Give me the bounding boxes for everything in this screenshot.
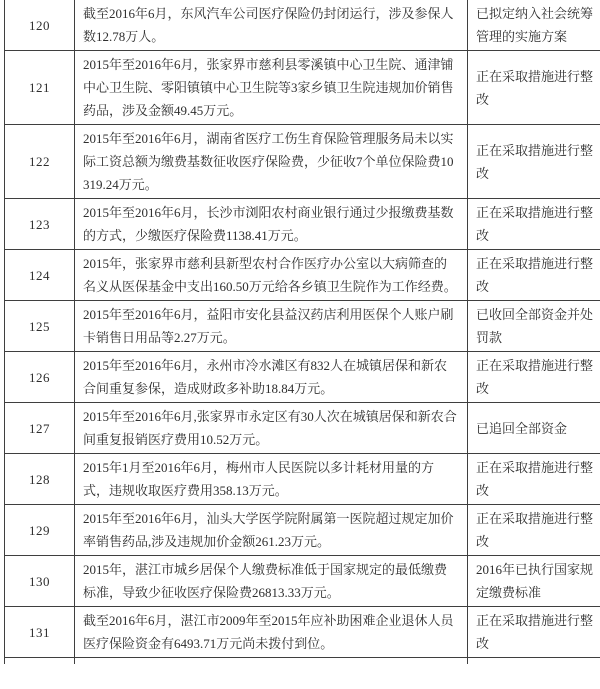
finding-description: 2015年，湛江市城乡居保个人缴费标准低于国家规定的最低缴费标准，导致少征收医疗保险费26813.33万元。 xyxy=(75,556,468,607)
row-number: 124 xyxy=(5,250,75,301)
table-row xyxy=(5,607,600,658)
rectification-status: 已追回全部资金 xyxy=(468,403,600,454)
rectification-status: 正在采取措施进行整改 xyxy=(468,454,600,505)
rectification-status: 2016年已执行国家规定缴费标准 xyxy=(468,556,600,607)
table-row xyxy=(5,125,600,199)
row-number: 131 xyxy=(5,607,75,658)
row-number: 122 xyxy=(5,125,75,199)
row-number: 121 xyxy=(5,51,75,125)
row-number: 120 xyxy=(5,0,75,51)
rectification-status: 正在采取措施进行整改 xyxy=(468,125,600,199)
finding-description: 2015年至2016年6月,张家界市永定区有30人次在城镇居保和新农合间重复报销医疗费用10.52万元。 xyxy=(75,403,468,454)
table-row xyxy=(5,454,600,505)
table-row xyxy=(5,556,600,607)
rectification-status xyxy=(468,658,600,665)
table-row xyxy=(5,403,600,454)
finding-description: 2015年，张家界市慈利县新型农村合作医疗办公室以大病筛查的名义从医保基金中支出160.50万元给各乡镇卫生院作为工作经费。 xyxy=(75,250,468,301)
row-number: 125 xyxy=(5,301,75,352)
rectification-status: 正在采取措施进行整改 xyxy=(468,51,600,125)
finding-description: 2015年至2016年6月，益阳市安化县益汉药店利用医保个人账户刷卡销售日用品等2.27万元。 xyxy=(75,301,468,352)
table-row xyxy=(5,505,600,556)
finding-description: 2015年1月至2016年6月，梅州市人民医院以多计耗材用量的方式，违规收取医疗费用358.13万元。 xyxy=(75,454,468,505)
row-number: 127 xyxy=(5,403,75,454)
row-number: 130 xyxy=(5,556,75,607)
finding-description: 2015年至2016年6月，湖南省医疗工伤生育保险管理服务局未以实际工资总额为缴费基数征收医疗保险费，少征收7个单位保险费10319.24万元。 xyxy=(75,125,468,199)
finding-description: 截至2016年6月，东风汽车公司医疗保险仍封闭运行，涉及参保人数12.78万人。 xyxy=(75,0,468,51)
finding-description: 截至2016年6月，湛江市2009年至2015年应补助困难企业退休人员医疗保险资金有6493.71万元尚未拨付到位。 xyxy=(75,607,468,658)
rectification-status: 已收回全部资金并处罚款 xyxy=(468,301,600,352)
finding-description: 2015年至2016年6月，长沙市浏阳农村商业银行通过少报缴费基数的方式，少缴医疗保险费1138.41万元。 xyxy=(75,199,468,250)
row-number xyxy=(5,658,75,665)
table-row xyxy=(5,250,600,301)
row-number: 123 xyxy=(5,199,75,250)
rectification-status: 正在采取措施进行整改 xyxy=(468,607,600,658)
finding-description: 2015年至2016年6月，永州市冷水滩区有832人在城镇居保和新农合间重复参保，造成财政多补助18.84万元。 xyxy=(75,352,468,403)
rectification-status: 正在采取措施进行整改 xyxy=(468,250,600,301)
table-row xyxy=(5,352,600,403)
audit-findings-table xyxy=(4,0,600,664)
rectification-status: 正在采取措施进行整改 xyxy=(468,505,600,556)
rectification-status: 正在采取措施进行整改 xyxy=(468,199,600,250)
rectification-status: 正在采取措施进行整改 xyxy=(468,352,600,403)
row-number: 128 xyxy=(5,454,75,505)
finding-description: 2015年至2016年6月，张家界市慈利县零溪镇中心卫生院、通津铺中心卫生院、零阳镇镇中心卫生院等3家乡镇卫生院违规加价销售药品，涉及金额49.45万元。 xyxy=(75,51,468,125)
table-row-partial-cutoff xyxy=(5,658,600,665)
rectification-status: 已拟定纳入社会统筹管理的实施方案 xyxy=(468,0,600,51)
table-row xyxy=(5,199,600,250)
table-row xyxy=(5,301,600,352)
table-row xyxy=(5,0,600,51)
table-row xyxy=(5,51,600,125)
finding-description xyxy=(75,658,468,665)
finding-description: 2015年至2016年6月，汕头大学医学院附属第一医院超过规定加价率销售药品,涉及违规加价金额261.23万元。 xyxy=(75,505,468,556)
row-number: 129 xyxy=(5,505,75,556)
row-number: 126 xyxy=(5,352,75,403)
